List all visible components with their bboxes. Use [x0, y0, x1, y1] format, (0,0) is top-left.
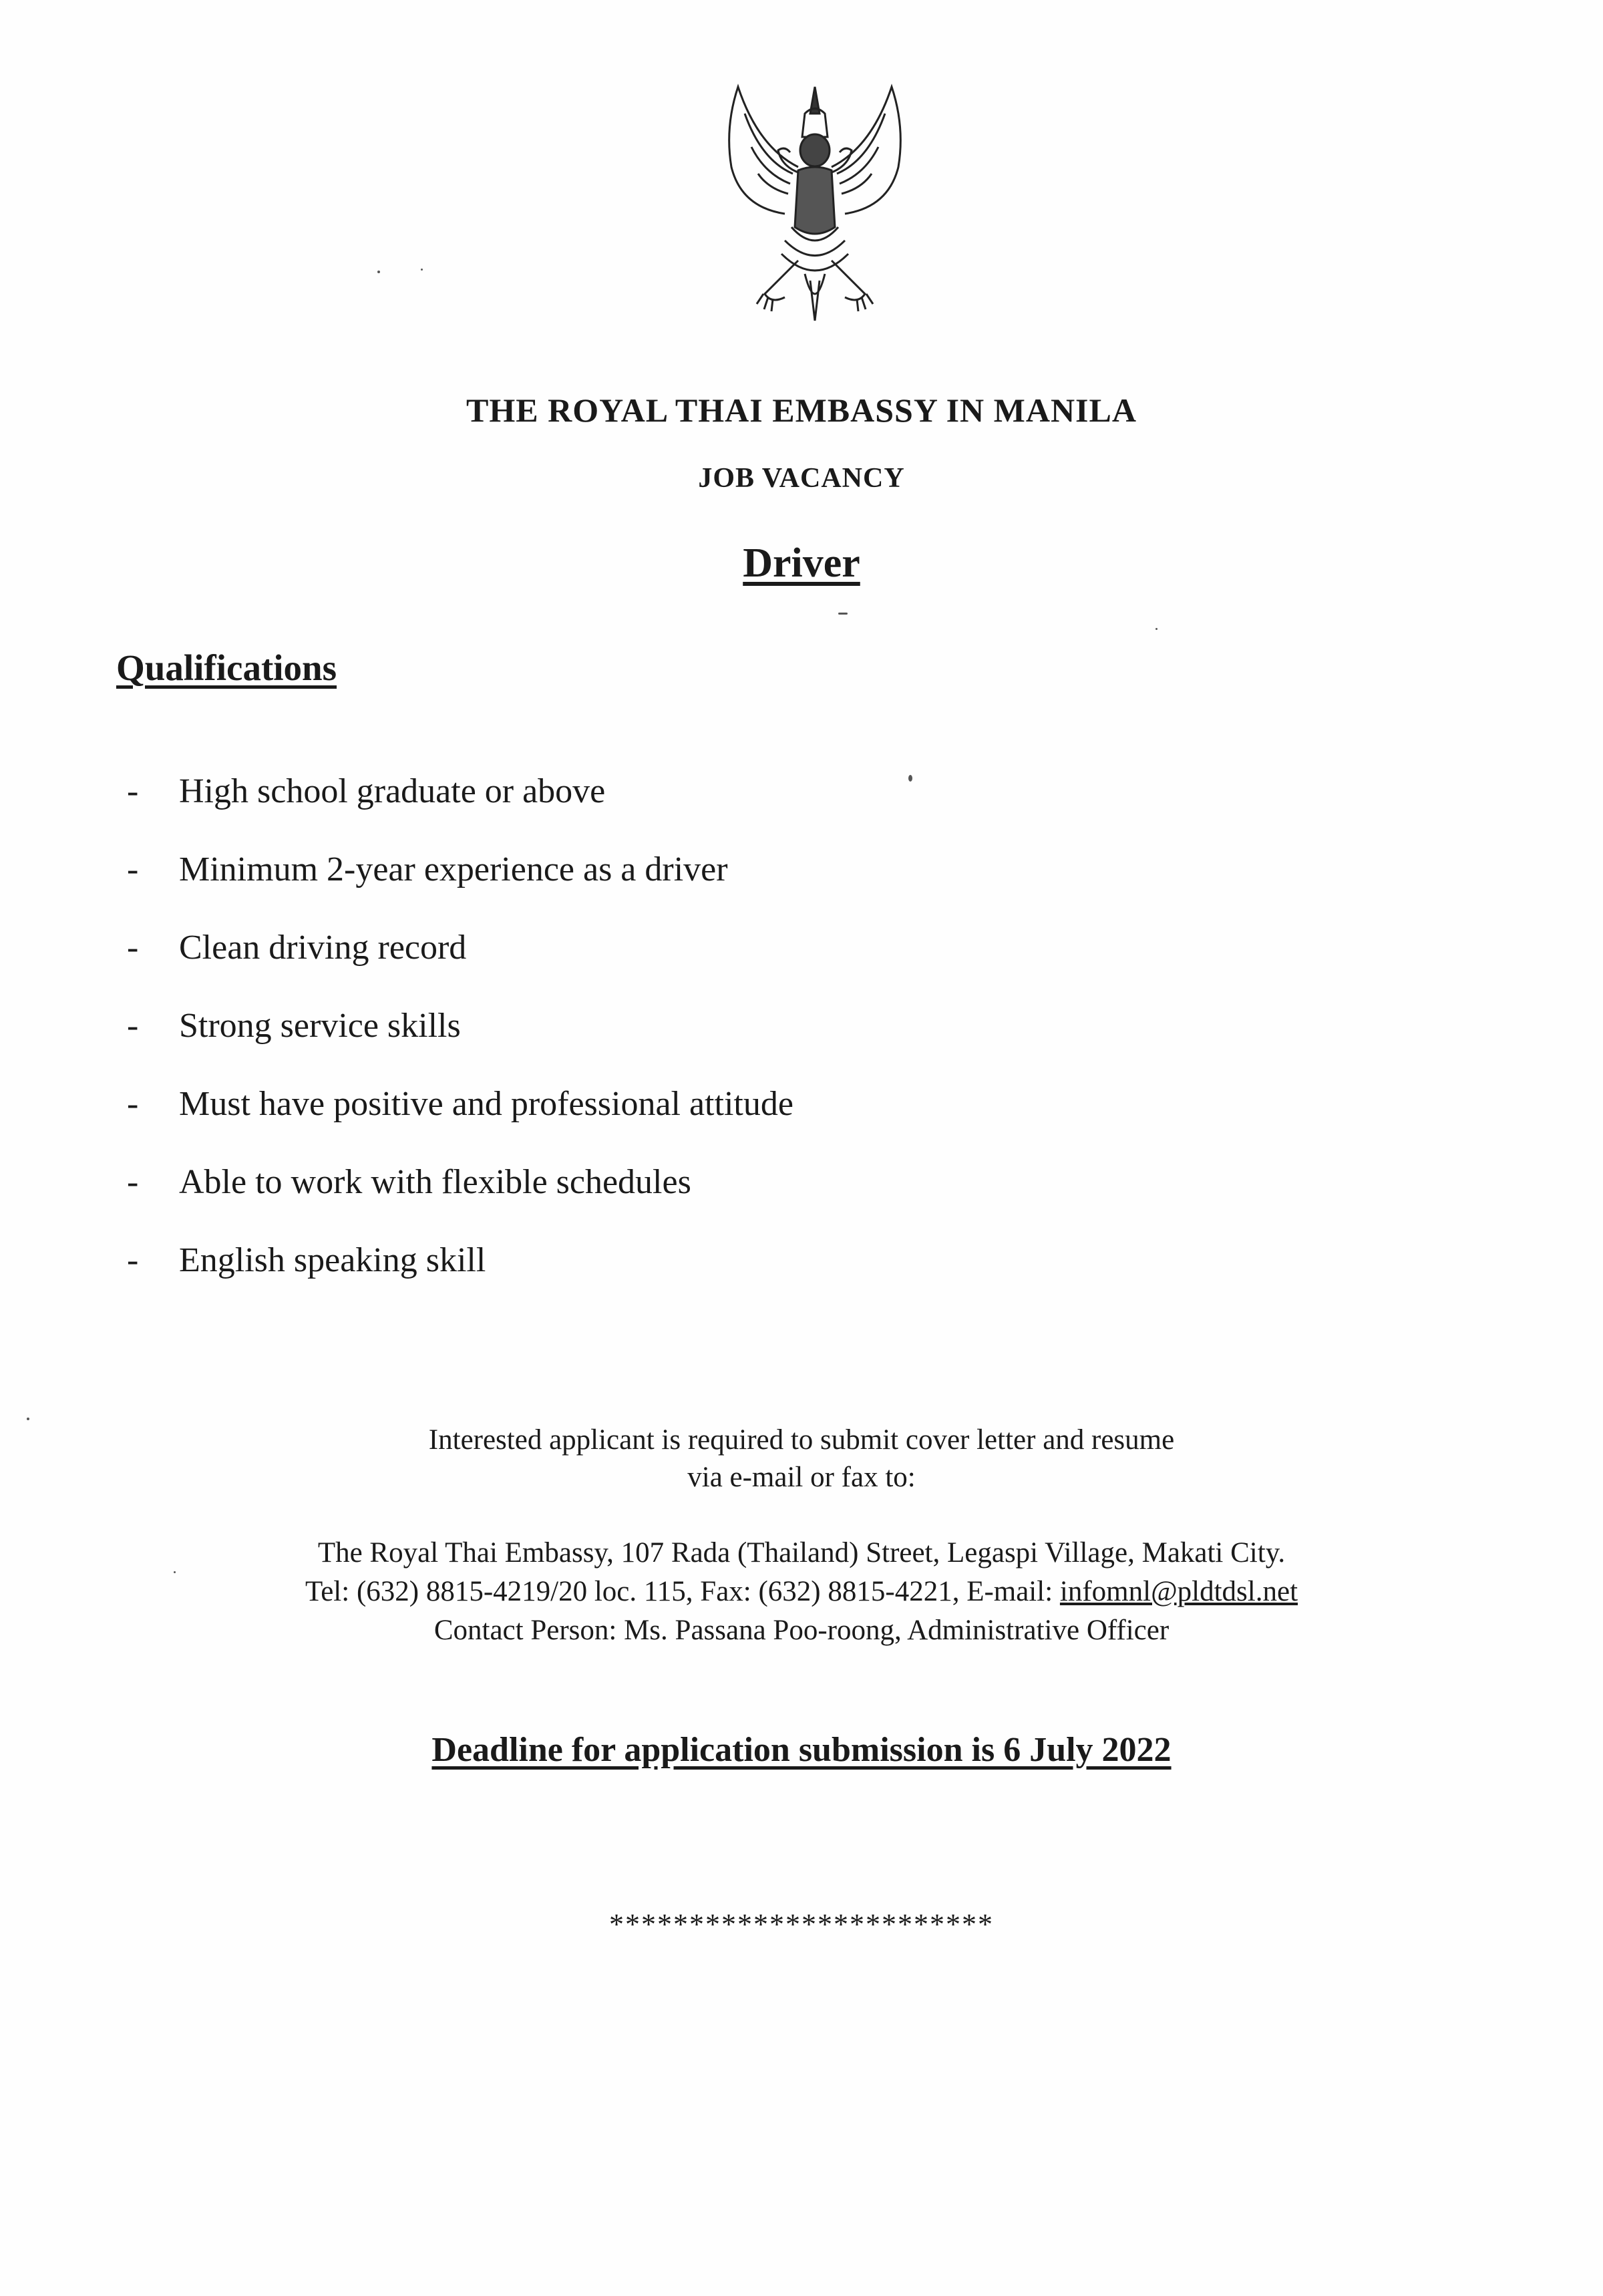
qualification-item [127, 921, 793, 999]
scan-speck [377, 271, 380, 273]
bullet-dash: - [127, 929, 139, 967]
qualification-item [127, 843, 793, 921]
scan-speck [27, 1418, 29, 1420]
qualification-text: Must have positive and professional attitude [179, 1085, 793, 1123]
bullet-dash: - [127, 1241, 139, 1279]
bullet-dash: - [127, 1007, 139, 1045]
qualification-text: Minimum 2-year experience as a driver [179, 850, 728, 888]
contact-person: Contact Person: Ms. Passana Poo-roong, Administrative Officer [433, 1615, 1170, 1646]
qualification-text: High school graduate or above [179, 772, 606, 810]
qualification-item [127, 1234, 793, 1312]
bullet-dash: - [127, 1085, 139, 1123]
instruction-line: Interested applicant is required to submit cover letter and resume [428, 1424, 1175, 1456]
deadline-notice: Deadline for application submission is 6 July 2022 [431, 1731, 1172, 1769]
qualification-item [127, 1078, 793, 1156]
phone-fax-email-line [0, 1573, 1603, 1611]
qualification-item [127, 1156, 793, 1234]
embassy-address: The Royal Thai Embassy, 107 Rada (Thailand) Street, Legaspi Village, Makati City. [317, 1537, 1286, 1569]
phone-fax-text: Tel: (632) 8815-4219/20 loc. 115, Fax: (632) 8815-4221, E-mail: [305, 1576, 1060, 1607]
contact-block [0, 1534, 1603, 1650]
job-title: Driver [743, 540, 860, 586]
qualification-text: Able to work with flexible schedules [179, 1163, 691, 1201]
bullet-dash: - [127, 1163, 139, 1201]
email-link[interactable]: infomnl@pldtdsl.net [1059, 1576, 1298, 1607]
qualifications-heading: Qualifications [116, 647, 337, 688]
qualification-item [127, 999, 793, 1078]
bullet-dash: - [127, 850, 139, 888]
embassy-title: THE ROYAL THAI EMBASSY IN MANILA [466, 391, 1137, 429]
bullet-dash: - [127, 772, 139, 810]
footer-asterisks: ************************ [609, 1908, 994, 1941]
vacancy-label: JOB VACANCY [698, 463, 905, 494]
qualification-item [127, 765, 793, 843]
scan-speck [421, 269, 423, 271]
instruction-line: via e-mail or fax to: [687, 1462, 916, 1493]
qualification-text: English speaking skill [179, 1241, 486, 1279]
application-instructions [0, 1422, 1603, 1496]
qualification-text: Clean driving record [179, 929, 467, 967]
scan-speck [908, 775, 912, 782]
qualification-text: Strong service skills [179, 1007, 461, 1045]
scan-speck [1155, 628, 1157, 630]
scan-speck [838, 613, 848, 615]
qualifications-list [127, 765, 793, 1312]
scan-speck [174, 1571, 176, 1573]
garuda-emblem-icon [705, 73, 925, 327]
